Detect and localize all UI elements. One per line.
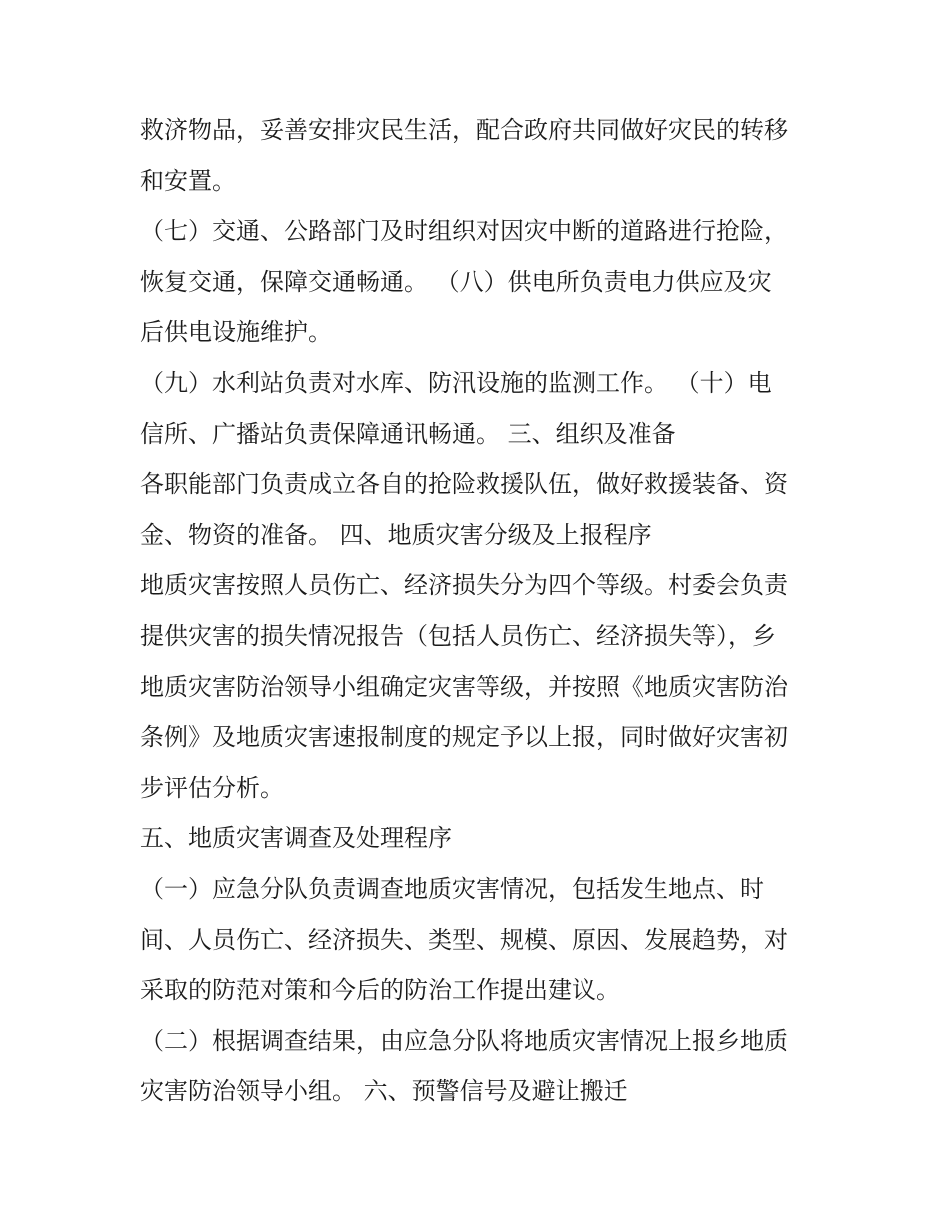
text-line-11: 提供灾害的损失情况报告（包括人员伤亡、经济损失等），乡 [140, 622, 776, 650]
text-line-3: （七）交通、公路部门及时组织对因灾中断的道路进行抢险， [140, 217, 788, 245]
text-line-16: （一）应急分队负责调查地质灾害情况，包括发生地点、时 [140, 875, 764, 903]
text-line-2: 和安置。 [140, 167, 236, 195]
text-line-17: 间、人员伤亡、经济损失、类型、规模、原因、发展趋势，对 [140, 926, 788, 954]
text-line-1: 救济物品，妥善安排灾民生活，配合政府共同做好灾民的转移 [140, 116, 788, 144]
text-line-6: （九）水利站负责对水库、防汛设施的监测工作。 （十）电 [140, 369, 772, 397]
text-line-19: （二）根据调查结果，由应急分队将地质灾害情况上报乡地质 [140, 1027, 788, 1055]
text-line-13: 条例》及地质灾害速报制度的规定予以上报，同时做好灾害初 [140, 723, 788, 751]
text-line-8: 各职能部门负责成立各自的抢险救援队伍，做好救援装备、资 [140, 470, 788, 498]
text-line-15: 五、地质灾害调查及处理程序 [140, 824, 452, 852]
text-line-9: 金、物资的准备。 四、地质灾害分级及上报程序 [140, 521, 652, 549]
text-line-14: 步评估分析。 [140, 774, 284, 802]
text-line-10: 地质灾害按照人员伤亡、经济损失分为四个等级。村委会负责 [140, 571, 788, 599]
text-line-20: 灾害防治领导小组。 六、预警信号及避让搬迁 [140, 1077, 628, 1105]
text-line-12: 地质灾害防治领导小组确定灾害等级，并按照《地质灾害防治 [140, 673, 788, 701]
text-line-5: 后供电设施维护。 [140, 318, 332, 346]
text-line-4: 恢复交通，保障交通畅通。 （八）供电所负责电力供应及灾 [140, 268, 772, 296]
text-line-18: 采取的防范对策和今后的防治工作提出建议。 [140, 976, 620, 1004]
text-line-7: 信所、广播站负责保障通讯畅通。 三、组织及准备 [140, 420, 676, 448]
